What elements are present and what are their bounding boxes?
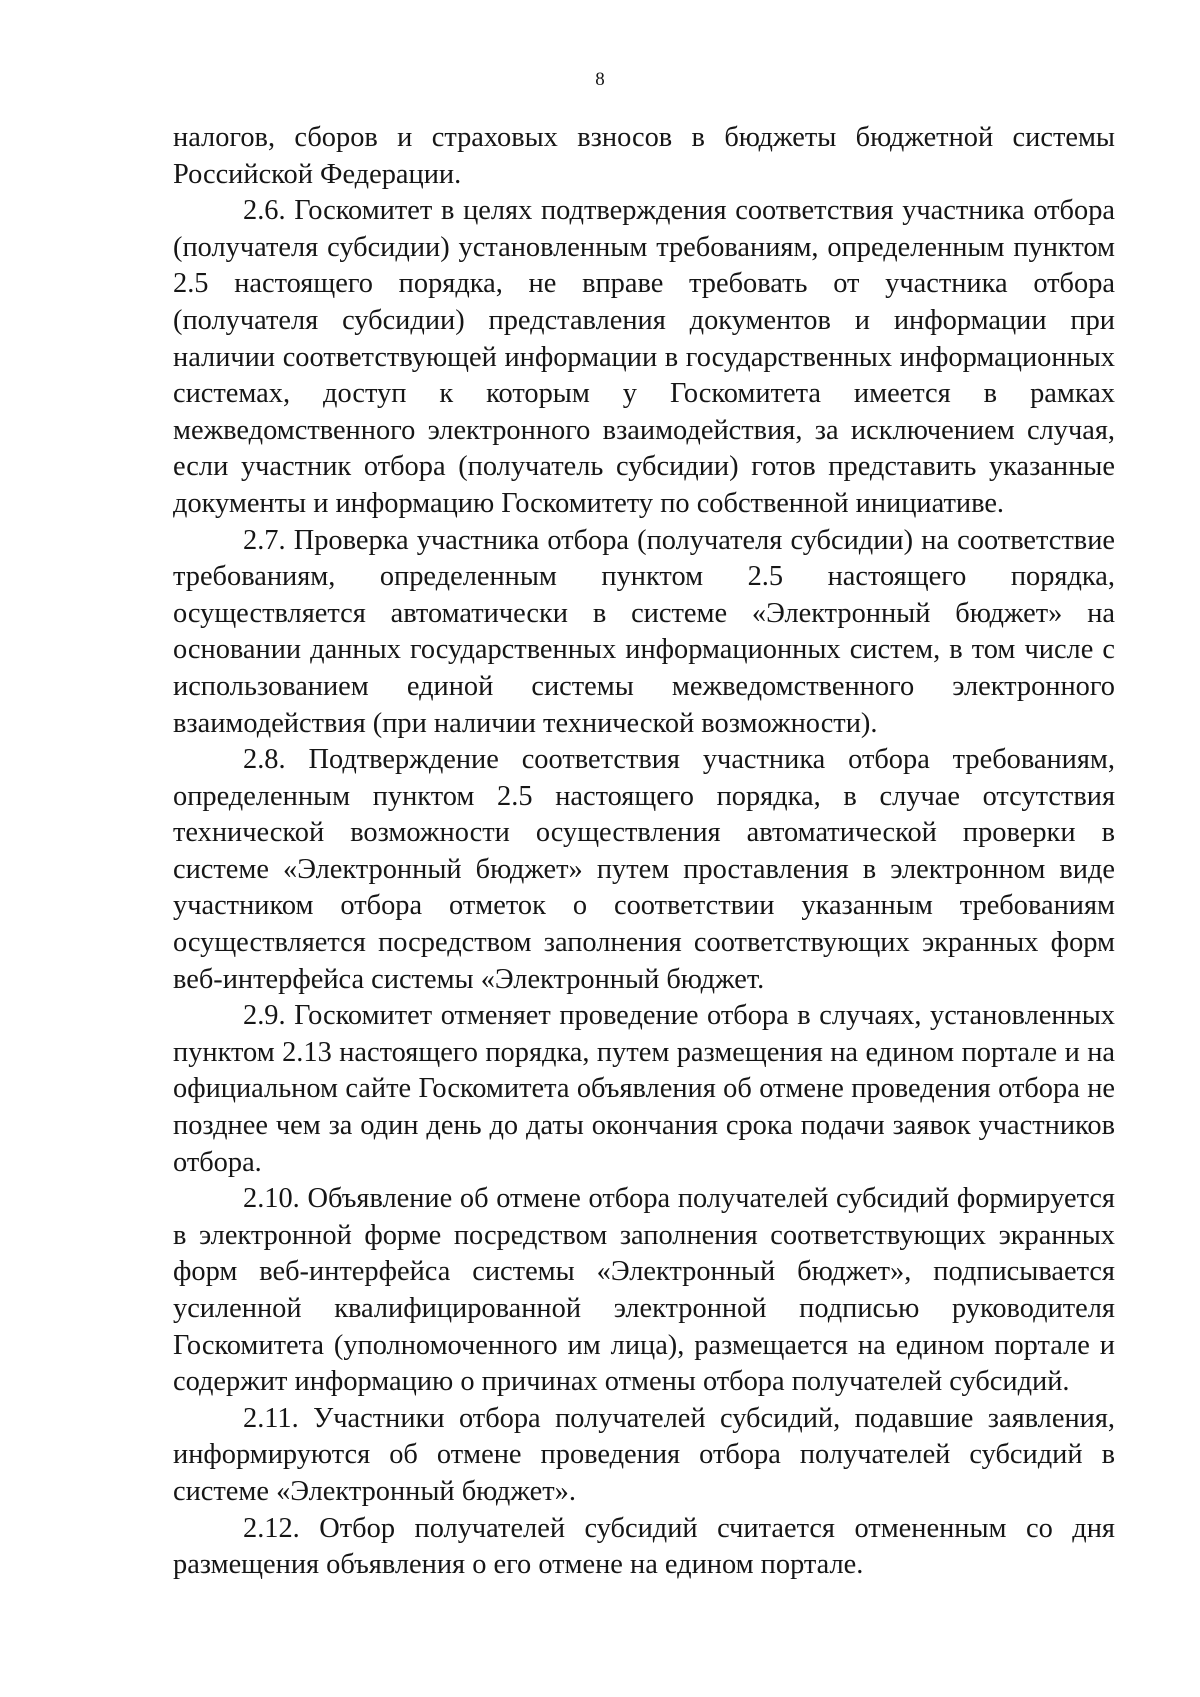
document-body [173,120,1115,1584]
paragraph-2-10: 2.10. Объявление об отмене отбора получателей субсидий формируется в электронной форме посредством заполнения соответствующих экранных форм веб-интерфейса системы «Электронный бюджет», подписывается усиленной квалифицированной электронной подписью руководителя Госкомитета (уполномоченного им лица), размещается на едином портале и содержит информацию о причинах отмены отбора получателей субсидий. [173,1183,1115,1398]
paragraph-2-6: 2.6. Госкомитет в целях подтверждения соответствия участника отбора (получателя субсидии) установленным требованиям, определенным пунктом 2.5 настоящего порядка, не вправе требовать от участника отбора (получателя субсидии) представления документов и информации при наличии соответствующей информации в государственных информационных системах, доступ к которым у Госкомитета имеется в рамках межведомственного электронного взаимодействия, за исключением случая, если участник отбора (получатель субсидии) готов представить указанные документы и информацию Госкомитету по собственной инициативе. [173,195,1115,519]
paragraph-continuation: налогов, сборов и страховых взносов в бюджеты бюджетной системы Российской Федерации. [173,122,1115,190]
page-number: 8 [595,69,605,90]
paragraph-2-11: 2.11. Участники отбора получателей субсидий, подавшие заявления, информируются об отмене проведения отбора получателей субсидий в системе «Электронный бюджет». [173,1402,1115,1507]
paragraph-2-7: 2.7. Проверка участника отбора (получателя субсидии) на соответствие требованиям, определенным пунктом 2.5 настоящего порядка, осуществляется автоматически в системе «Электронный бюджет» на основании данных государственных информационных систем, в том числе с использованием единой системы межведомственного электронного взаимодействия (при наличии технической возможности). [173,524,1115,739]
paragraph-2-12: 2.12. Отбор получателей субсидий считается отмененным со дня размещения объявления о его отмене на едином портале. [173,1512,1115,1581]
paragraph-2-9: 2.9. Госкомитет отменяет проведение отбора в случаях, установленных пунктом 2.13 настоящего порядка, путем размещения на едином портале и на официальном сайте Госкомитета объявления об отмене проведения отбора не позднее чем за один день до даты окончания срока подачи заявок участников отбора. [173,1000,1115,1178]
paragraph-2-8: 2.8. Подтверждение соответствия участника отбора требованиям, определенным пунктом 2.5 настоящего порядка, в случае отсутствия технической возможности осуществления автоматической проверки в системе «Электронный бюджет» путем проставления в электронном виде участником отбора отметок о соответствии указанным требованиям осуществляется посредством заполнения соответствующих экранных форм веб-интерфейса системы «Электронный бюджет. [173,744,1115,995]
